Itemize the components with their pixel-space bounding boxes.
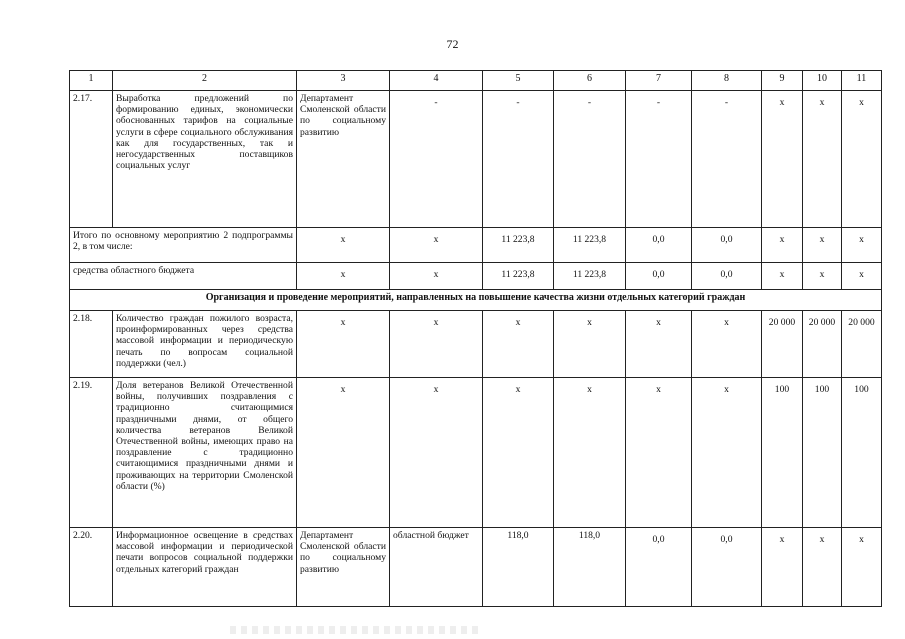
- row-value-6: х: [554, 378, 626, 528]
- page-number: 72: [446, 37, 459, 51]
- row-value-7: 0,0: [626, 228, 692, 263]
- row-number: 2.19.: [70, 378, 113, 528]
- row-name: Доля ветеранов Великой Отечественной войны, получивших поздравления с традиционно считающимися праздничными днями, от общего количества ветеранов Великой Отечественной войны, имеющих право на поздравление с традиционно считающимися праздничными днями и проживающих на территории Смоленской области (%): [113, 378, 297, 528]
- row-value-5: 118,0: [483, 528, 554, 607]
- row-value-10: х: [803, 228, 842, 263]
- row-total-label: Итого по основному мероприятию 2 подпрограммы 2, в том числе:: [70, 228, 297, 263]
- row-executor: х: [297, 378, 390, 528]
- table-row-2-17: [70, 91, 882, 228]
- row-value-5: х: [483, 378, 554, 528]
- table-row-2-19: [70, 378, 882, 528]
- row-value-5: 11 223,8: [483, 228, 554, 263]
- scan-artifact: [230, 626, 480, 634]
- table-row-itogo: [70, 228, 882, 263]
- row-value-6: -: [554, 91, 626, 228]
- row-funding-source: х: [390, 263, 483, 290]
- row-value-9: х: [762, 228, 803, 263]
- row-value-7: -: [626, 91, 692, 228]
- header-col-1: 1: [70, 71, 113, 91]
- row-executor: Департамент Смоленской области по социальному развитию: [297, 91, 390, 228]
- header-col-8: 8: [692, 71, 762, 91]
- table-row-2-18: [70, 311, 882, 378]
- row-value-5: 11 223,8: [483, 263, 554, 290]
- row-value-7: 0,0: [626, 263, 692, 290]
- row-budget-label: средства областного бюджета: [70, 263, 297, 290]
- row-value-6: 11 223,8: [554, 263, 626, 290]
- header-col-4: 4: [390, 71, 483, 91]
- row-value-8: х: [692, 378, 762, 528]
- table-row-2-20: [70, 528, 882, 607]
- header-col-9: 9: [762, 71, 803, 91]
- row-executor: Департамент Смоленской области по социальному развитию: [297, 528, 390, 607]
- row-number: 2.18.: [70, 311, 113, 378]
- row-value-11: 100: [842, 378, 882, 528]
- row-name: Информационное освещение в средствах массовой информации и периодической печати вопросов социальной поддержки отдельных категорий граждан: [113, 528, 297, 607]
- header-col-11: 11: [842, 71, 882, 91]
- row-number: 2.20.: [70, 528, 113, 607]
- row-value-10: х: [803, 91, 842, 228]
- row-value-9: 100: [762, 378, 803, 528]
- header-row: [70, 71, 882, 91]
- row-executor: х: [297, 228, 390, 263]
- row-value-7: 0,0: [626, 528, 692, 607]
- program-table: [69, 70, 882, 607]
- row-value-9: 20 000: [762, 311, 803, 378]
- row-funding-source: областной бюджет: [390, 528, 483, 607]
- row-value-8: -: [692, 91, 762, 228]
- header-col-6: 6: [554, 71, 626, 91]
- row-funding-source: х: [390, 378, 483, 528]
- row-value-11: х: [842, 228, 882, 263]
- row-value-10: х: [803, 263, 842, 290]
- row-name: Количество граждан пожилого возраста, проинформированных через средства массовой информации и периодическую печать по вопросам социальной поддержки (чел.): [113, 311, 297, 378]
- row-executor: х: [297, 263, 390, 290]
- row-value-8: 0,0: [692, 263, 762, 290]
- row-funding-source: х: [390, 311, 483, 378]
- row-value-6: 11 223,8: [554, 228, 626, 263]
- row-value-9: х: [762, 528, 803, 607]
- header-col-2: 2: [113, 71, 297, 91]
- header-col-7: 7: [626, 71, 692, 91]
- row-value-6: 118,0: [554, 528, 626, 607]
- header-col-3: 3: [297, 71, 390, 91]
- row-value-5: -: [483, 91, 554, 228]
- row-name: Выработка предложений по формированию единых, экономически обоснованных тарифов на социальные услуги в сфере социального обслуживания как для государственных, так и негосударственных поставщиков социальных услуг: [113, 91, 297, 228]
- row-funding-source: х: [390, 228, 483, 263]
- row-value-8: 0,0: [692, 228, 762, 263]
- row-value-11: х: [842, 263, 882, 290]
- row-value-10: х: [803, 528, 842, 607]
- row-value-8: 0,0: [692, 528, 762, 607]
- row-value-8: х: [692, 311, 762, 378]
- row-value-9: х: [762, 263, 803, 290]
- row-value-11: х: [842, 528, 882, 607]
- row-value-5: х: [483, 311, 554, 378]
- row-funding-source: -: [390, 91, 483, 228]
- table-row-budget: [70, 263, 882, 290]
- header-col-10: 10: [803, 71, 842, 91]
- row-value-6: х: [554, 311, 626, 378]
- row-value-10: 20 000: [803, 311, 842, 378]
- row-value-9: х: [762, 91, 803, 228]
- row-executor: х: [297, 311, 390, 378]
- section-heading-row: [70, 290, 882, 311]
- row-value-7: х: [626, 311, 692, 378]
- row-value-11: х: [842, 91, 882, 228]
- section-heading: Организация и проведение мероприятий, направленных на повышение качества жизни отдельных категорий граждан: [70, 290, 882, 311]
- row-value-10: 100: [803, 378, 842, 528]
- header-col-5: 5: [483, 71, 554, 91]
- row-value-7: х: [626, 378, 692, 528]
- row-value-11: 20 000: [842, 311, 882, 378]
- row-number: 2.17.: [70, 91, 113, 228]
